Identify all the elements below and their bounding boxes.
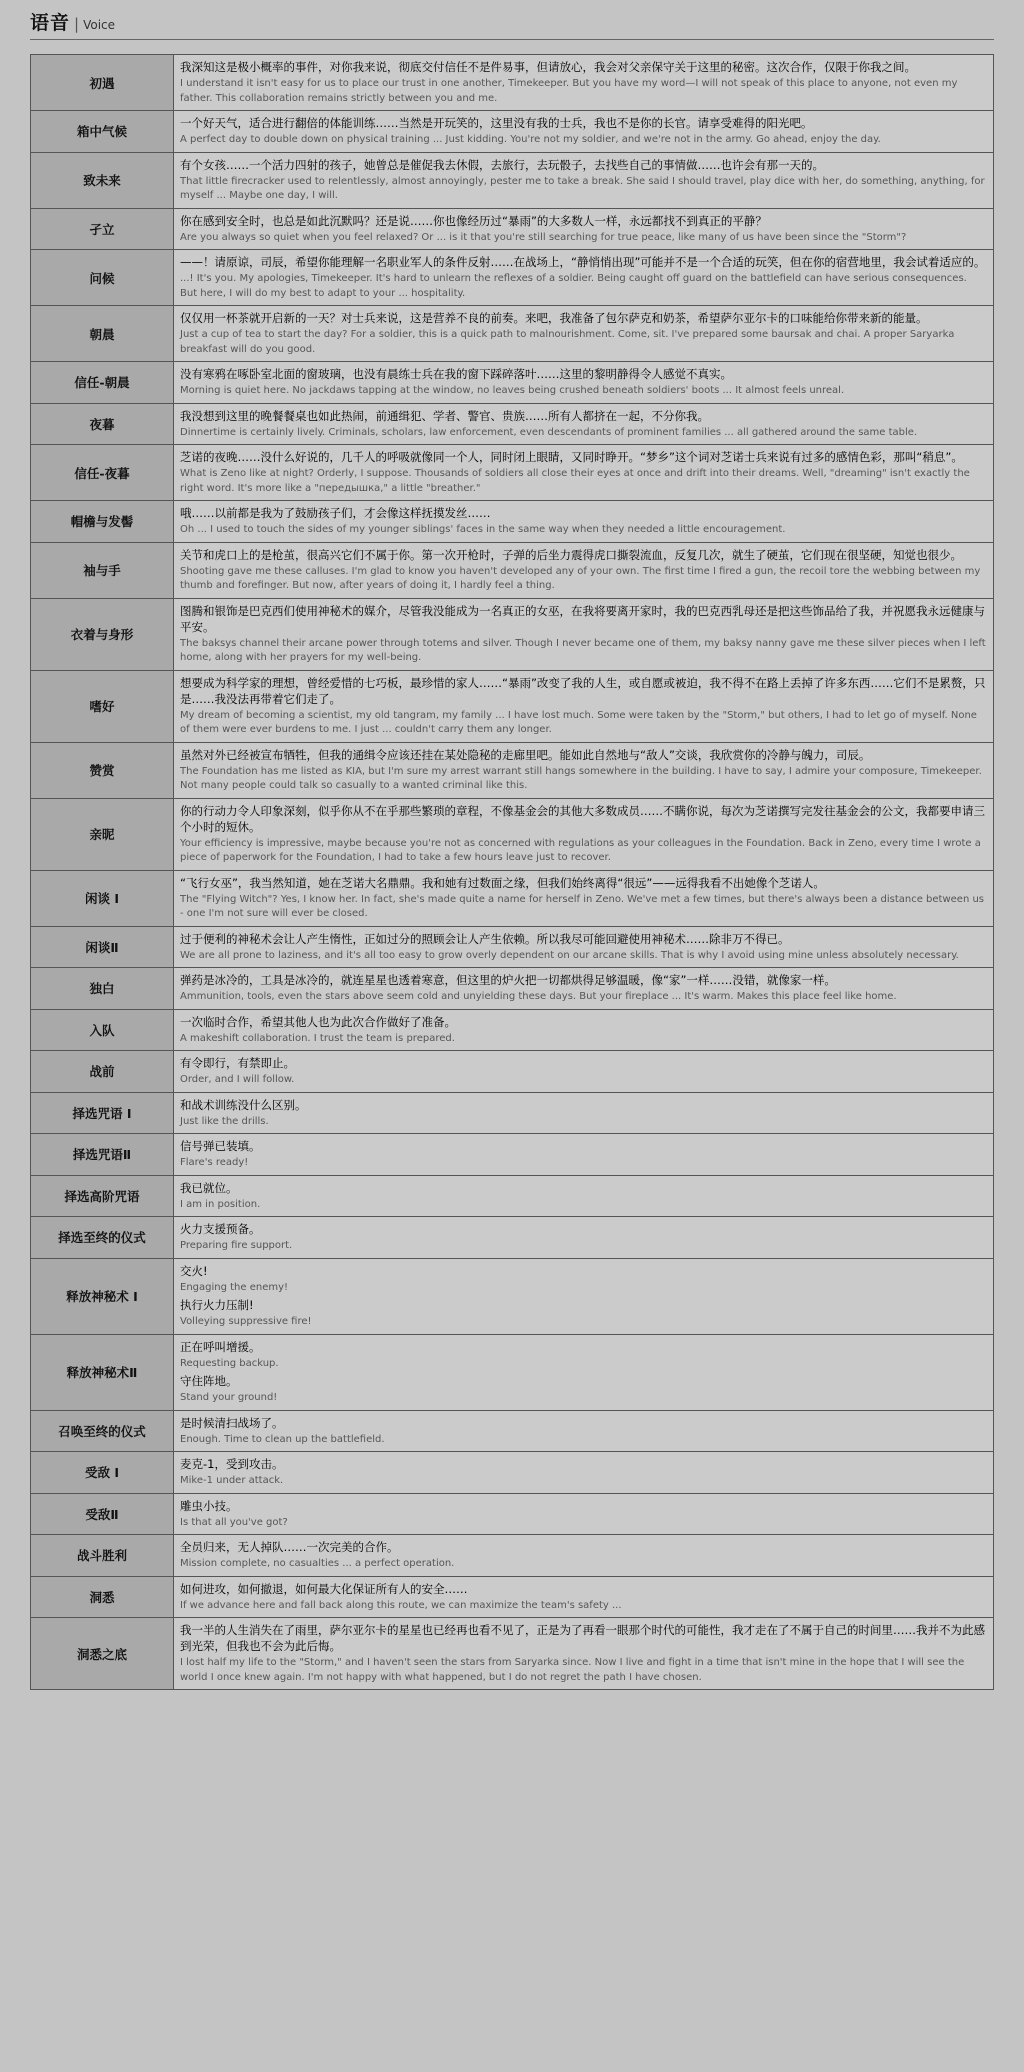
voice-label: 初遇 bbox=[31, 55, 174, 111]
voice-row bbox=[31, 250, 994, 306]
voice-line-chinese: 没有寒鸦在啄卧室北面的窗玻璃，也没有晨练士兵在我的窗下踩碎落叶……这里的黎明静得令人感觉不真实。 bbox=[180, 367, 732, 381]
voice-line-english: My dream of becoming a scientist, my old tangram, my family ... I have lost much. Some were taken by the "Storm," but others, I had to let go of myself. None of them were ever burdens to me. I just ... couldn't carry them any longer. bbox=[180, 709, 977, 735]
voice-label: 致未来 bbox=[31, 152, 174, 208]
voice-line-chinese: 麦克-1，受到攻击。 bbox=[180, 1457, 284, 1471]
voice-label: 择选咒语 I bbox=[31, 1092, 174, 1134]
voice-line-english: Order, and I will follow. bbox=[180, 1074, 295, 1085]
voice-line-chinese: 雕虫小技。 bbox=[180, 1498, 238, 1513]
voice-label: 亲昵 bbox=[31, 798, 174, 870]
voice-line-chinese: 弹药是冰冷的，工具是冰冷的，就连星星也透着寒意，但这里的炉火把一切都烘得足够温暖，像“家”一样……没错，就像家一样。 bbox=[180, 973, 836, 987]
voice-line-chinese: 是时候清扫战场了。 bbox=[180, 1415, 284, 1430]
voice-row bbox=[31, 1092, 994, 1134]
voice-content bbox=[174, 152, 994, 208]
voice-row bbox=[31, 670, 994, 742]
voice-row bbox=[31, 55, 994, 111]
voice-label: 择选高阶咒语 bbox=[31, 1175, 174, 1217]
voice-line-chinese: 正在呼叫增援。 bbox=[180, 1339, 261, 1354]
voice-content bbox=[174, 1410, 994, 1452]
voice-row bbox=[31, 445, 994, 501]
voice-label: 问候 bbox=[31, 250, 174, 306]
voice-line-english: The baksys channel their arcane power through totems and silver. Though I never became one of them, my baksy nanny gave me these silver pieces when I left home, along with her prayers for my well-being. bbox=[180, 637, 986, 663]
voice-row bbox=[31, 1334, 994, 1410]
voice-row bbox=[31, 742, 994, 798]
voice-content bbox=[174, 1493, 994, 1535]
voice-line-english: What is Zeno like at night? Orderly, I suppose. Thousands of soldiers all close their eyes at once and drift into their dreams. Well, "dreaming" isn't exactly the right word. It's more like a "передышка," a little "breather." bbox=[180, 468, 970, 494]
voice-line-chinese: 哦……以前都是我为了鼓励孩子们，才会像这样抚摸发丝…… bbox=[180, 506, 491, 520]
voice-line-english: The Foundation has me listed as KIA, but I'm sure my arrest warrant still hangs somewhere in the building. I have to say, I admire your composure, Timekeeper. Not many people could talk so casually to a wanted criminal like this. bbox=[180, 765, 982, 791]
voice-content bbox=[174, 111, 994, 153]
voice-label: 释放神秘术 I bbox=[31, 1258, 174, 1334]
voice-line-chinese: 你的行动力令人印象深刻，似乎你从不在乎那些繁琐的章程，不像基金会的其他大多数成员……不瞒你说，每次为芝诺撰写完发往基金会的公文，我都要申请三个小时的短休。 bbox=[180, 803, 985, 834]
voice-line-chinese: 如何进攻，如何撤退，如何最大化保证所有人的安全…… bbox=[180, 1581, 468, 1596]
voice-line-english: I lost half my life to the "Storm," and I haven't seen the stars from Saryarka since. Now I live and fight in a time that isn't mine in the hope that I will see the world I once knew again. I'm not happy with what happened, but I do not regret the path I have chosen. bbox=[180, 1657, 965, 1683]
voice-line-chinese: 和战术训练没什么区别。 bbox=[180, 1097, 307, 1112]
voice-label: 择选至终的仪式 bbox=[31, 1217, 174, 1259]
voice-line-english: Enough. Time to clean up the battlefield. bbox=[180, 1433, 385, 1445]
voice-content bbox=[174, 670, 994, 742]
voice-line-english: Stand your ground! bbox=[180, 1392, 278, 1403]
voice-line-chinese: 过于便利的神秘术会让人产生惰性，正如过分的照顾会让人产生依赖。所以我尽可能回避使用神秘术……除非万不得已。 bbox=[180, 931, 790, 946]
voice-row bbox=[31, 501, 994, 543]
voice-line-chinese: 火力支援预备。 bbox=[180, 1222, 261, 1236]
voice-line-chinese: 虽然对外已经被宣布牺牲，但我的通缉令应该还挂在某处隐秘的走廊里吧。能如此自然地与“敌人”交谈，我欣赏你的冷静与魄力，司辰。 bbox=[180, 747, 871, 762]
voice-line-chinese: 图腾和银饰是巴克西们使用神秘术的媒介，尽管我没能成为一名真正的女巫，在我将要离开家时，我的巴克西乳母还是把这些饰品给了我，并祝愿我永远健康与平安。 bbox=[180, 603, 985, 634]
voice-line-chinese: 你在感到安全时，也总是如此沉默吗？还是说……你也像经历过“暴雨”的大多数人一样，永远都找不到真正的平静？ bbox=[180, 213, 767, 228]
voice-row bbox=[31, 1217, 994, 1259]
voice-row bbox=[31, 542, 994, 598]
voice-line-english: Oh ... I used to touch the sides of my younger siblings' faces in the same way when they needed a little encouragement. bbox=[180, 524, 786, 535]
voice-row bbox=[31, 1009, 994, 1051]
voice-line-chinese: 一个好天气，适合进行翻倍的体能训练……当然是开玩笑的，这里没有我的士兵，我也不是你的长官。请享受难得的阳光吧。 bbox=[180, 116, 813, 130]
voice-label: 信任-夜暮 bbox=[31, 445, 174, 501]
voice-line-english: Requesting backup. bbox=[180, 1357, 279, 1369]
voice-label: 择选咒语Ⅱ bbox=[31, 1134, 174, 1176]
voice-line-chinese: 我深知这是极小概率的事件，对你我来说，彻底交付信任不是件易事，但请放心，我会对父亲保守关于这里的秘密。这次合作，仅限于你我之间。 bbox=[180, 60, 916, 74]
voice-row bbox=[31, 1175, 994, 1217]
voice-line-english: Volleying suppressive fire! bbox=[180, 1316, 312, 1327]
voice-line-english: Preparing fire support. bbox=[180, 1240, 293, 1251]
voice-label: 嗜好 bbox=[31, 670, 174, 742]
voice-row bbox=[31, 1410, 994, 1452]
voice-row bbox=[31, 152, 994, 208]
voice-label: 闲谈Ⅱ bbox=[31, 926, 174, 968]
voice-content bbox=[174, 798, 994, 870]
voice-line-chinese: 关节和虎口上的是枪茧，很高兴它们不属于你。第一次开枪时，子弹的后坐力震得虎口撕裂流血，反复几次，就生了硬茧，它们现在很坚硬，知觉也很少。 bbox=[180, 547, 962, 562]
voice-content bbox=[174, 1576, 994, 1618]
voice-content bbox=[174, 403, 994, 445]
voice-label: 孑立 bbox=[31, 208, 174, 250]
voice-row bbox=[31, 1258, 994, 1334]
voice-line-english: I am in position. bbox=[180, 1198, 261, 1210]
voice-content bbox=[174, 598, 994, 670]
voice-line-english: A makeshift collaboration. I trust the team is prepared. bbox=[180, 1032, 455, 1044]
voice-content bbox=[174, 1258, 994, 1334]
voice-label: 洞悉 bbox=[31, 1576, 174, 1618]
voice-label: 召唤至终的仪式 bbox=[31, 1410, 174, 1452]
voice-content bbox=[174, 1452, 994, 1494]
voice-row bbox=[31, 1576, 994, 1618]
voice-label: 箱中气候 bbox=[31, 111, 174, 153]
voice-line-english: A perfect day to double down on physical training ... Just kidding. You're not my soldier, and we're not in the army. Go ahead, enjoy the day. bbox=[180, 134, 881, 145]
voice-content bbox=[174, 968, 994, 1010]
voice-content bbox=[174, 208, 994, 250]
voice-line-english: Morning is quiet here. No jackdaws tapping at the window, no leaves being crushed beneath soldiers' boots ... It almost feels unreal. bbox=[180, 385, 845, 396]
voice-line-english: That little firecracker used to relentlessly, almost annoyingly, pester me to take a break. She said I should travel, play dice with her, do something, anything, for myself ... Maybe one day, I will. bbox=[180, 175, 985, 201]
voice-row bbox=[31, 1493, 994, 1535]
voice-label: 信任-朝晨 bbox=[31, 362, 174, 404]
voice-content bbox=[174, 306, 994, 362]
voice-row bbox=[31, 111, 994, 153]
voice-line-english: Ammunition, tools, even the stars above seem cold and unyielding these days. But your fireplace ... It's warm. Makes this place feel like home. bbox=[180, 991, 897, 1002]
voice-label: 帽檐与发髻 bbox=[31, 501, 174, 543]
voice-content bbox=[174, 542, 994, 598]
voice-line-chinese: 想要成为科学家的理想，曾经爱惜的七巧板，最珍惜的家人……“暴雨”改变了我的人生，或自愿或被迫，我不得不在路上丢掉了许多东西……它们不是累赘，只是……我没法再带着它们走了。 bbox=[180, 675, 986, 706]
voice-content bbox=[174, 1175, 994, 1217]
voice-line-chinese: 我已就位。 bbox=[180, 1180, 238, 1195]
voice-line-english: Are you always so quiet when you feel relaxed? Or ... is it that you're still searching for true peace, like many of us have been since the "Storm"? bbox=[180, 231, 907, 243]
voice-line-english: Your efficiency is impressive, maybe because you're not as concerned with regulations as your colleagues in the Foundation. Back in Zeno, every time I wrote a piece of paperwork for the Foundation, I had to take a few hours leave just to recover. bbox=[180, 837, 981, 863]
voice-row bbox=[31, 1535, 994, 1577]
voice-line-chinese: 有个女孩……一个活力四射的孩子，她曾总是催促我去休假，去旅行，去玩骰子，去找些自己的事情做……也许会有那一天的。 bbox=[180, 157, 824, 172]
voice-line-english: Mission complete, no casualties ... a perfect operation. bbox=[180, 1558, 455, 1569]
voice-content bbox=[174, 362, 994, 404]
voice-row bbox=[31, 1134, 994, 1176]
voice-line-english: The "Flying Witch"? Yes, I know her. In fact, she's made quite a name for herself in Zeno. We've met a few times, but there's always been a distance between us - one I'm not sure will ever be closed. bbox=[180, 893, 985, 919]
voice-content bbox=[174, 55, 994, 111]
voice-line-chinese: 一次临时合作，希望其他人也为此次合作做好了准备。 bbox=[180, 1014, 456, 1029]
voice-row bbox=[31, 362, 994, 404]
voice-line-english: If we advance here and fall back along this route, we can maximize the team's safety ... bbox=[180, 1599, 622, 1611]
voice-line-chinese: 有令即行，有禁即止。 bbox=[180, 1056, 295, 1070]
voice-label: 袖与手 bbox=[31, 542, 174, 598]
voice-label: 释放神秘术Ⅱ bbox=[31, 1334, 174, 1410]
voice-label: 入队 bbox=[31, 1009, 174, 1051]
voice-line-chinese: 守住阵地。 bbox=[180, 1374, 238, 1388]
voice-content bbox=[174, 1334, 994, 1410]
voice-line-chinese: 我一半的人生消失在了雨里，萨尔亚尔卡的星星也已经再也看不见了，正是为了再看一眼那个时代的可能性，我才走在了不属于自己的时间里……我并不为此感到光荣，但我也不会为此后悔。 bbox=[180, 1623, 985, 1653]
voice-row bbox=[31, 306, 994, 362]
voice-content bbox=[174, 1134, 994, 1176]
voice-row bbox=[31, 1452, 994, 1494]
section-subtitle: Voice bbox=[83, 18, 116, 32]
voice-content bbox=[174, 1618, 994, 1690]
voice-line-english: Mike-1 under attack. bbox=[180, 1475, 284, 1486]
voice-label: 受敌 I bbox=[31, 1452, 174, 1494]
voice-line-english: Engaging the enemy! bbox=[180, 1281, 289, 1293]
voice-line-chinese: “飞行女巫”，我当然知道，她在芝诺大名鼎鼎。我和她有过数面之缘，但我们始终离得“很远”——远得我看不出她像个芝诺人。 bbox=[180, 875, 825, 890]
voice-row bbox=[31, 1618, 994, 1690]
voice-line-chinese: 交火! bbox=[180, 1263, 208, 1278]
voice-content bbox=[174, 1009, 994, 1051]
section-header bbox=[30, 8, 994, 40]
voice-content bbox=[174, 501, 994, 543]
voice-line-english: ...! It's you. My apologies, Timekeeper. It's hard to unlearn the reflexes of a soldier. Being caught off guard on the battlefield can have serious consequences. But here, I will do my best to adapt to your ... hospitality. bbox=[180, 273, 967, 299]
voice-content bbox=[174, 1217, 994, 1259]
voice-row bbox=[31, 598, 994, 670]
voice-label: 赞赏 bbox=[31, 742, 174, 798]
voice-label: 战斗胜利 bbox=[31, 1535, 174, 1577]
voice-content bbox=[174, 926, 994, 968]
voice-label: 夜暮 bbox=[31, 403, 174, 445]
voice-line-english: Dinnertime is certainly lively. Criminals, scholars, law enforcement, even descendants of prominent families ... all gathered around the same table. bbox=[180, 426, 918, 438]
voice-content bbox=[174, 1051, 994, 1093]
voice-line-english: Just a cup of tea to start the day? For a soldier, this is a quick path to malnourishment. Come, sit. I've prepared some baursak and chai. A proper Saryarka breakfast will do you good. bbox=[180, 329, 955, 355]
voice-line-english: We are all prone to laziness, and it's all too easy to grow overly dependent on our arcane skills. That is why I avoid using mine unless absolutely necessary. bbox=[180, 949, 959, 961]
voice-line-english: Shooting gave me these calluses. I'm glad to know you haven't developed any of your own. The first time I fired a gun, the recoil tore the webbing between my thumb and forefinger. But now, after years of doing it, I hardly feel a thing. bbox=[180, 565, 981, 591]
voice-row bbox=[31, 403, 994, 445]
voice-row bbox=[31, 798, 994, 870]
voice-content bbox=[174, 742, 994, 798]
voice-line-chinese: 芝诺的夜晚……没什么好说的，几千人的呼吸就像同一个人，同时闭上眼睛，又同时睁开。“梦乡”这个词对芝诺士兵来说有过多的感情色彩，那叫“稍息”。 bbox=[180, 450, 963, 464]
voice-content bbox=[174, 1092, 994, 1134]
voice-line-chinese: ——！请原谅，司辰，希望你能理解一名职业军人的条件反射……在战场上，“静悄悄出现”可能并不是一个合适的玩笑，但在你的宿营地里，我会试着适应的。 bbox=[180, 255, 986, 269]
voice-line-english: Just like the drills. bbox=[180, 1115, 269, 1127]
section-title: 语音 bbox=[30, 12, 71, 34]
voice-row bbox=[31, 1051, 994, 1093]
voice-lines-table bbox=[30, 54, 994, 1690]
voice-label: 战前 bbox=[31, 1051, 174, 1093]
voice-row bbox=[31, 968, 994, 1010]
voice-content bbox=[174, 250, 994, 306]
voice-row bbox=[31, 870, 994, 926]
voice-line-chinese: 我没想到这里的晚餐餐桌也如此热闹，前通缉犯、学者、警官、贵族……所有人都挤在一起，不分你我。 bbox=[180, 408, 709, 423]
voice-line-chinese: 全员归来，无人掉队……一次完美的合作。 bbox=[180, 1540, 399, 1554]
voice-row bbox=[31, 926, 994, 968]
voice-content bbox=[174, 870, 994, 926]
voice-line-chinese: 执行火力压制! bbox=[180, 1298, 254, 1312]
voice-line-english: I understand it isn't easy for us to place our trust in one another, Timekeeper. But you have my word—I will not speak of this place to anyone, not even my father. This collaboration remains strictly between you and me. bbox=[180, 78, 958, 104]
voice-label: 受敌Ⅱ bbox=[31, 1493, 174, 1535]
voice-content bbox=[174, 1535, 994, 1577]
voice-label: 闲谈 I bbox=[31, 870, 174, 926]
voice-line-english: Flare's ready! bbox=[180, 1157, 249, 1168]
voice-label: 洞悉之底 bbox=[31, 1618, 174, 1690]
voice-label: 朝晨 bbox=[31, 306, 174, 362]
voice-label: 衣着与身形 bbox=[31, 598, 174, 670]
title-separator: | bbox=[74, 15, 80, 33]
voice-line-chinese: 信号弹已装填。 bbox=[180, 1139, 261, 1153]
voice-line-english: Is that all you've got? bbox=[180, 1516, 288, 1528]
voice-line-chinese: 仅仅用一杯茶就开启新的一天？对士兵来说，这是营养不良的前奏。来吧，我准备了包尔萨克和奶茶，希望萨尔亚尔卡的口味能给你带来新的能量。 bbox=[180, 311, 928, 325]
voice-content bbox=[174, 445, 994, 501]
voice-row bbox=[31, 208, 994, 250]
voice-label: 独白 bbox=[31, 968, 174, 1010]
